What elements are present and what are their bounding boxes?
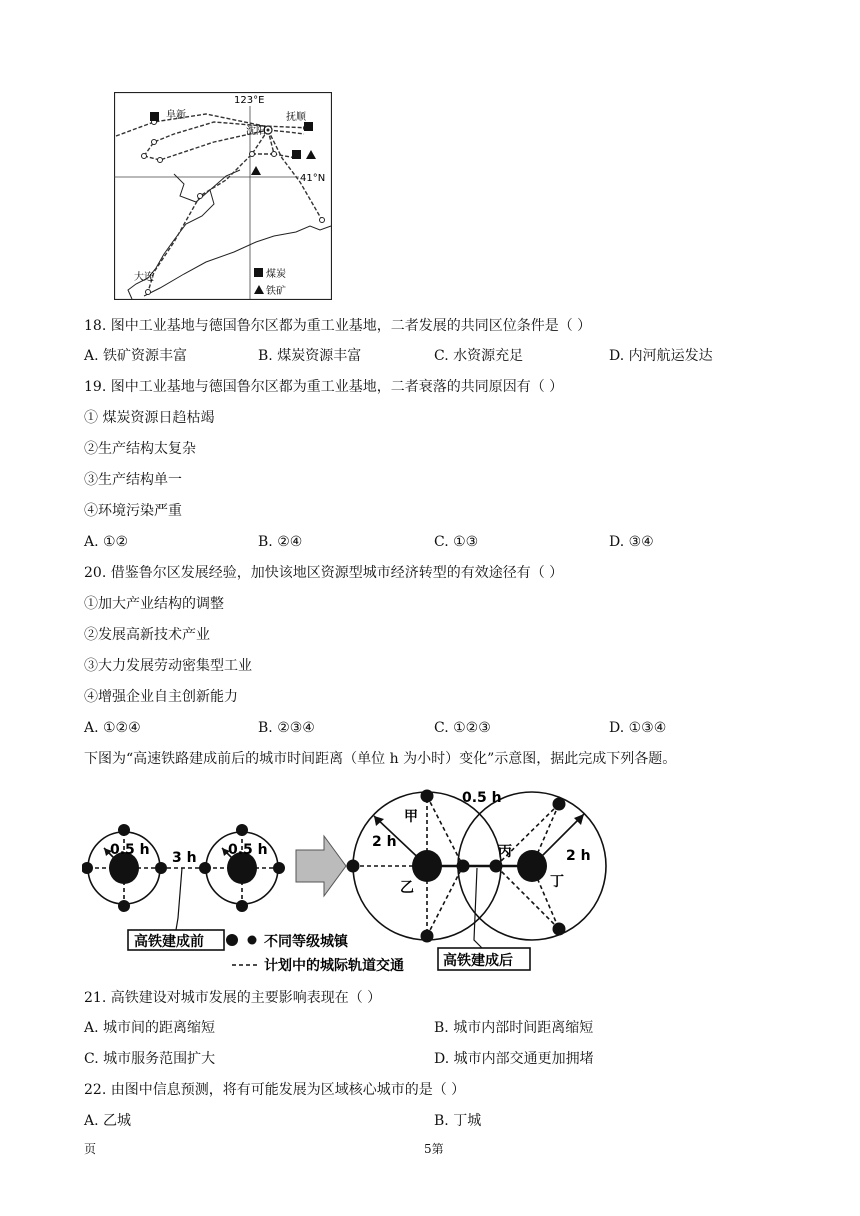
footer-left: 页 — [84, 1142, 97, 1156]
city-yi-label: 乙 — [400, 880, 414, 896]
city-fushun: 抚顺 — [286, 112, 306, 123]
city-shenyang: 沈阳 — [246, 126, 266, 137]
legend-iron: 铁矿 — [266, 286, 286, 297]
city-jia-label: 甲 — [404, 809, 418, 825]
q18-option-c: C. 水资源充足 — [434, 348, 524, 364]
q21-stem: 21. 高铁建设对城市发展的主要影响表现在（ ） — [84, 990, 382, 1006]
big-radius-label-right: 2 h — [566, 848, 591, 864]
high-speed-rail-diagram — [82, 788, 612, 974]
q20-option-a: A. ①②④ — [84, 720, 141, 736]
q19-option-d: D. ③④ — [609, 534, 654, 550]
q18-option-d: D. 内河航运发达 — [609, 348, 713, 364]
q20-item-3: ③大力发展劳动密集型工业 — [84, 658, 252, 674]
city-ding-label: 丁 — [550, 874, 564, 890]
latitude-label: 41°N — [300, 173, 326, 184]
q20-option-b: B. ②③④ — [258, 720, 315, 736]
q20-item-2: ②发展高新技术产业 — [84, 627, 210, 643]
small-radius-label-right: 0.5 h — [228, 842, 268, 858]
q21-option-a: A. 城市间的距离缩短 — [84, 1020, 216, 1036]
city-fuxin: 阜新 — [166, 110, 186, 121]
q19-option-b: B. ②④ — [258, 534, 303, 550]
top-radius-label: 0.5 h — [462, 790, 502, 806]
q18-option-a: A. 铁矿资源丰富 — [84, 348, 188, 364]
q20-option-c: C. ①②③ — [434, 720, 491, 736]
q20-option-d: D. ①③④ — [609, 720, 667, 736]
diagram-intro: 下图为“高速铁路建成前后的城市时间距离（单位 h 为小时）变化”示意图，据此完成下列各题。 — [84, 751, 677, 767]
q22-option-b: B. 丁城 — [434, 1113, 482, 1129]
q18-option-b: B. 煤炭资源丰富 — [258, 348, 362, 364]
q19-option-a: A. ①② — [84, 534, 129, 550]
q22-stem: 22. 由图中信息预测，将有可能发展为区域核心城市的是（ ） — [84, 1082, 466, 1098]
big-radius-label-left: 2 h — [372, 834, 397, 850]
q19-item-4: ④环境污染严重 — [84, 503, 182, 519]
after-label: 高铁建成后 — [443, 953, 513, 969]
city-dalian: 大连 — [134, 272, 154, 283]
industrial-base-map — [114, 92, 332, 300]
before-label: 高铁建成前 — [134, 934, 204, 950]
q20-item-4: ④增强企业自主创新能力 — [84, 689, 238, 705]
legend-towns: 不同等级城镇 — [264, 934, 348, 950]
longitude-label: 123°E — [234, 95, 265, 106]
legend-rail: 计划中的城际轨道交通 — [264, 958, 404, 974]
q20-item-1: ①加大产业结构的调整 — [84, 596, 224, 612]
q19-item-3: ③生产结构单一 — [84, 472, 182, 488]
footer-page-number: 5第 — [424, 1142, 444, 1156]
city-bing-label: 丙 — [498, 844, 512, 860]
q19-option-c: C. ①③ — [434, 534, 479, 550]
small-radius-label-left: 0.5 h — [110, 842, 150, 858]
q21-option-c: C. 城市服务范围扩大 — [84, 1051, 216, 1067]
gap-label: 3 h — [172, 850, 197, 866]
q19-item-1: ① 煤炭资源日趋枯竭 — [84, 410, 215, 426]
q22-option-a: A. 乙城 — [84, 1113, 132, 1129]
legend-coal: 煤炭 — [266, 269, 286, 280]
q20-stem: 20. 借鉴鲁尔区发展经验，加快该地区资源型城市经济转型的有效途径有（ ） — [84, 565, 564, 581]
q19-stem: 19. 图中工业基地与德国鲁尔区都为重工业基地，二者衰落的共同原因有（ ） — [84, 379, 564, 395]
q21-option-d: D. 城市内部交通更加拥堵 — [434, 1051, 594, 1067]
q19-item-2: ②生产结构太复杂 — [84, 441, 196, 457]
q21-option-b: B. 城市内部时间距离缩短 — [434, 1020, 594, 1036]
q18-stem: 18. 图中工业基地与德国鲁尔区都为重工业基地，二者发展的共同区位条件是（ ） — [84, 318, 592, 334]
